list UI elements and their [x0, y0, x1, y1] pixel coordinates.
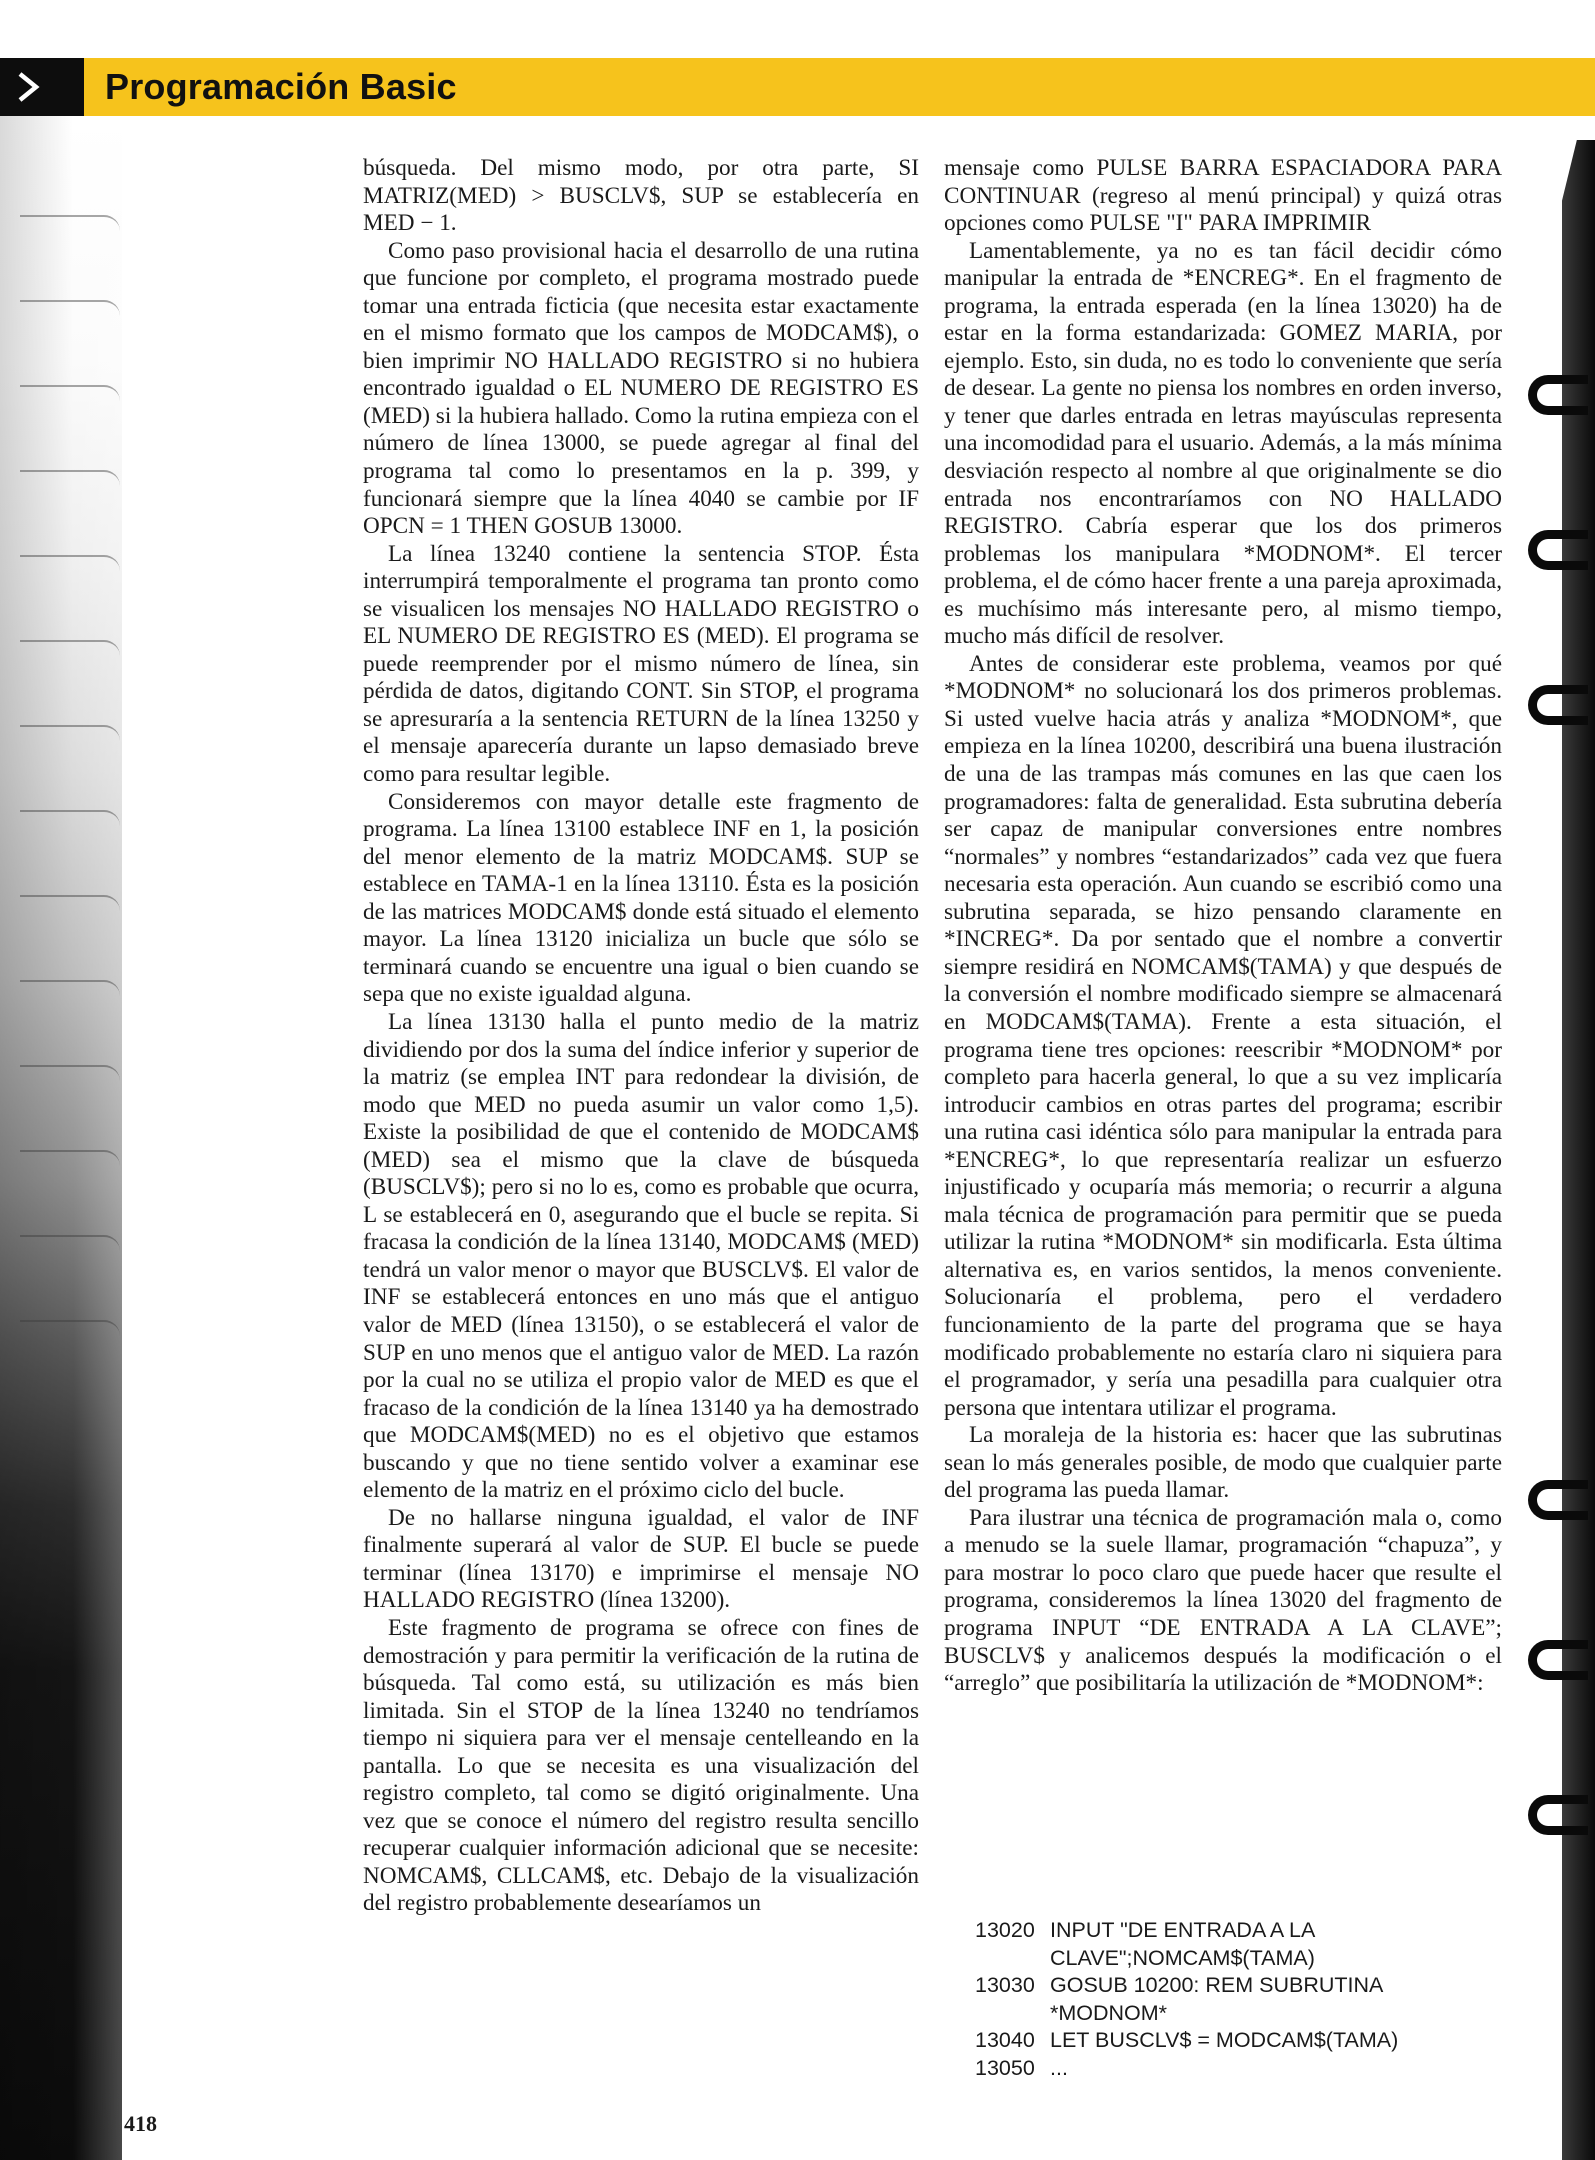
page-top-margin — [0, 0, 1595, 58]
code-line-text: *MODNOM* — [1050, 2000, 1168, 2025]
left-column-paragraph: Consideremos con mayor detalle este fragmento de programa. La línea 13100 establece INF en 1, la posición del menor elemento de la matriz MODCAM$. SUP se establece en TAMA-1 en la línea 13110. Ésta es la posición de las matrices MODCAM$ donde está situado el elemento mayor. La línea 13120 inicializa un bucle que sólo se terminará cuando se encuentre una igual o bien cuando se sepa que no existe igualdad alguna. — [363, 788, 919, 1008]
code-line — [975, 2000, 1515, 2028]
left-column-paragraph: Este fragmento de programa se ofrece con fines de demostración y para permitir la verificación de la rutina de búsqueda. Tal como está, su utilización es más bien limitada. Sin el STOP de la línea 13240 no tendríamos tiempo ni siquiera para ver el mensaje centelleando en la pantalla. Lo que se necesita es una visualización del registro completo, tal como se digitó originalmente. Una vez que se conoce el número del registro resulta sencillo recuperar cualquier información adicional que se necesite: NOMCAM$, CLLCAM$, etc. Debajo de la visualización del registro probablemente desearíamos un — [363, 1614, 919, 1917]
code-line-number: 13040 — [975, 2028, 1035, 2052]
binder-ring — [1528, 1640, 1588, 1680]
page-edge-ridge — [20, 385, 120, 401]
page-edge-ridge — [20, 470, 120, 486]
page-edge-ridge — [20, 215, 120, 231]
binder-ring — [1528, 685, 1588, 725]
page-edge-ridge — [20, 1320, 120, 1336]
page-number: 418 — [124, 2111, 157, 2136]
page-edge-ridge — [20, 895, 120, 911]
page-edge-ridge — [20, 1150, 120, 1166]
code-line — [975, 2055, 1515, 2083]
right-column-paragraph: Antes de considerar este problema, veamos por qué *MODNOM* no solucionará los dos primeros problemas. Si usted vuelve hacia atrás y analiza *MODNOM*, que empieza en la línea 10200, describirá una buena ilustración de una de las trampas más comunes en las que caen los programadores: falta de generalidad. Esta subrutina debería ser capaz de manipular conversiones entre nombres “normales” y nombres “estandarizados” cada vez que fuera necesaria esta operación. Aun cuando se escribió como una subrutina separada, se hizo pensando claramente en *INCREG*. Da por sentado que el nombre a convertir siempre residirá en NOMCAM$(TAMA) y que después de la conversión el nombre modificado siempre se almacenará en MODCAM$(TAMA). Frente a esta situación, el programa tiene tres opciones: reescribir *MODNOM* por completo para hacerla general, lo que a su vez implicaría introducir cambios en otras partes del programa; escribir una rutina casi idéntica sólo para manipular la entrada para *ENCREG*, lo que representaría realizar un esfuerzo injustificado y ocuparía más memoria; o recurrir a alguna mala técnica de programación para permitir que se pueda utilizar la rutina *MODNOM* sin modificarla. Esta última alternativa es, en varios sentidos, la menos conveniente. Solucionaría el problema, pero el verdadero funcionamiento de la parte del programa que se haya modificado probablemente no estaría claro ni siquiera para el programador, y sería una pesadilla para cualquier otra persona que intentara utilizar el programa. — [944, 650, 1502, 1421]
page-edge-ridge — [20, 555, 120, 571]
right-column-paragraph: Para ilustrar una técnica de programación mala o, como a menudo se la suele llamar, programación “chapuza”, y para mostrar lo poco claro que puede hacer que resulte el programa, consideremos la línea 13020 del fragmento de programa INPUT “DE ENTRADA A LA CLAVE”; BUSCLV$ y analicemos después la modificación o el “arreglo” que posibilitaría la utilización de *MODNOM*: — [944, 1504, 1502, 1697]
code-line — [975, 1917, 1515, 1945]
page-edge-ridge — [20, 725, 120, 741]
right-text-column — [944, 155, 1502, 1698]
page-edge-ridge — [20, 810, 120, 826]
binder-ring — [1528, 375, 1588, 415]
code-line-number: 13050 — [975, 2055, 1035, 2080]
code-line-number: 13030 — [975, 1973, 1035, 1997]
left-column-paragraph: La línea 13240 contiene la sentencia STOP. Ésta interrumpirá temporalmente el programa tan pronto como se visualicen los mensajes NO HALLADO REGISTRO o EL NUMERO DE REGISTRO ES (MED). El programa se puede reemprender por el mismo número de línea, sin pérdida de datos, digitando CONT. Sin STOP, el programa se apresuraría a la sentencia RETURN de la línea 13250 y el mensaje aparecería durante un lapso demasiado breve como para resultar legible. — [363, 540, 919, 788]
binder-ring — [1528, 530, 1588, 570]
page-edge-ridge — [20, 640, 120, 656]
code-line-number: 13020 — [975, 1918, 1035, 1942]
right-column-paragraph: mensaje como PULSE BARRA ESPACIADORA PARA CONTINUAR (regreso al menú principal) y quizá otras opciones como PULSE "I" PARA IMPRIMIR — [944, 155, 1502, 237]
left-column-paragraph: Como paso provisional hacia el desarrollo de una rutina que funcione por completo, el programa mostrado puede tomar una entrada ficticia (que necesita estar exactamente en el mismo formato que los campos de MODCAM$), o bien imprimir NO HALLADO REGISTRO si no hubiera encontrado igualdad o EL NUMERO DE REGISTRO ES (MED) si la hubiera hallado. Como la rutina empieza con el número de línea 13000, se puede agregar al final del programa tal como lo presentamos en la p. 399, y funcionará siempre que la línea 4040 se cambie por IF OPCN = 1 THEN GOSUB 13000. — [363, 237, 919, 540]
page-edge-ridge — [20, 1065, 120, 1081]
binder-strip — [1562, 140, 1595, 2160]
code-line — [975, 1972, 1515, 2000]
code-line — [975, 1945, 1515, 1973]
code-line — [975, 2027, 1515, 2055]
binder-ring — [1528, 1795, 1588, 1835]
code-line-text: ... — [1050, 2055, 1068, 2080]
right-column-paragraph: Lamentablemente, ya no es tan fácil decidir cómo manipular la entrada de *ENCREG*. En el fragmento de programa, la entrada esperada (en la línea 13020) ha de estar en la forma estandarizada: GOMEZ MARIA, por ejemplo. Esto, sin duda, no es todo lo conveniente que sería de desear. La gente no piensa los nombres en orden inverso, y tener que darles entrada en letras mayúsculas representa una incomodidad para el usuario. Además, a la más mínima desviación respecto al nombre al que originalmente se dio entrada nos encontraríamos con NO HALLADO REGISTRO. Cabría esperar que los dos primeros problemas los manipulara *MODNOM*. El tercer problema, el de cómo hacer frente a una pareja aproximada, es muchísimo más interesante pero, al mismo tiempo, mucho más difícil de resolver. — [944, 237, 1502, 650]
right-column-paragraph: La moraleja de la historia es: hacer que las subrutinas sean lo más generales posible, de modo que cualquier parte del programa las pueda llamar. — [944, 1422, 1502, 1504]
code-listing — [975, 1917, 1515, 2082]
left-column-paragraph: búsqueda. Del mismo modo, por otra parte, SI MATRIZ(MED) > BUSCLV$, SUP se establecería en MED − 1. — [363, 155, 919, 237]
code-line-text: GOSUB 10200: REM SUBRUTINA — [1050, 1973, 1384, 1997]
page-edge-shade — [0, 116, 122, 2160]
code-line-text: CLAVE";NOMCAM$(TAMA) — [1050, 1945, 1315, 1970]
page-edge-ridge — [20, 980, 120, 996]
code-line-text: LET BUSCLV$ = MODCAM$(TAMA) — [1050, 2028, 1399, 2052]
code-line-text: INPUT "DE ENTRADA A LA — [1050, 1918, 1316, 1942]
left-text-column — [363, 155, 919, 1918]
page-edge-ridge — [20, 300, 120, 316]
section-marker — [0, 58, 84, 116]
left-column-paragraph: La línea 13130 halla el punto medio de la matriz dividiendo por dos la suma del índice inferior y superior de la matriz (se emplea INT para redondear la división, de modo que MED no pueda asumir un valor como 1,5). Existe la posibilidad de que el contenido de MODCAM$ (MED) sea el mismo que la clave de búsqueda (BUSCLV$); pero si no lo es, como es probable que ocurra, L se establecerá en 0, asegurando que el bucle se repita. Si fracasa la condición de la línea 13140, MODCAM$ (MED) tendrá un valor menor o mayor que BUSCLV$. El valor de INF se establecerá entonces en uno más que el antiguo valor de MED (línea 13150), o se establecerá el valor de SUP en uno menos que el antiguo valor de MED. La razón por la cual no se utiliza el propio valor de MED es que el fracaso de la condición de la línea 13140 ya ha demostrado que MODCAM$(MED) no es el objetivo que estamos buscando y que no tiene sentido volver a examinar ese elemento de la matriz en el próximo ciclo del bucle. — [363, 1008, 919, 1504]
section-title: Programación Basic — [105, 66, 457, 107]
left-column-paragraph: De no hallarse ninguna igualdad, el valor de INF finalmente superará al valor de SUP. El bucle se puede terminar (línea 13170) e imprimirse el mensaje NO HALLADO REGISTRO (línea 13200). — [363, 1504, 919, 1614]
chevron-right-icon — [14, 72, 44, 102]
binder-ring — [1528, 1480, 1588, 1520]
page-edge-ridge — [20, 1235, 120, 1251]
